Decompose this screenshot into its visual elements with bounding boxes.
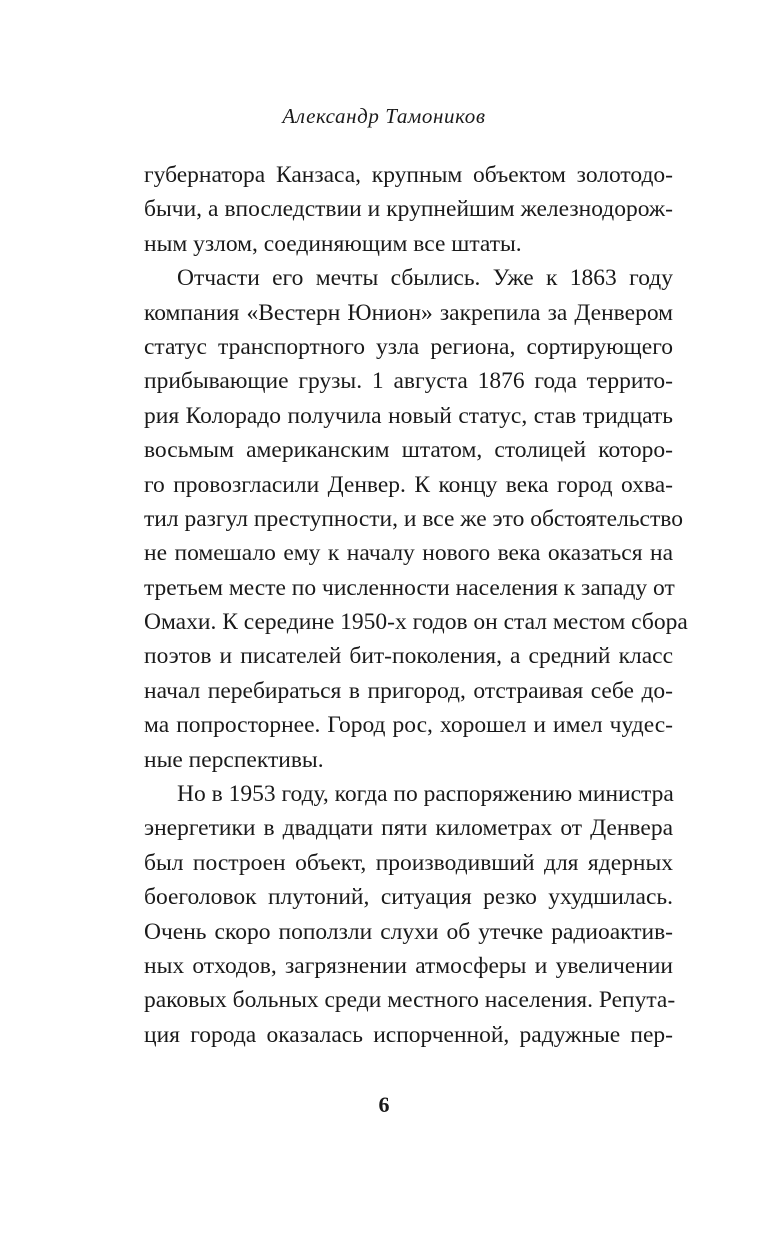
text-line: Очень скоро поползли слухи об утечке радиоактив-: [144, 918, 673, 945]
text-line: не помешало ему к началу нового века оказаться на: [144, 540, 673, 567]
text-line: рия Колорадо получила новый статус, став тридцать: [144, 402, 673, 429]
page-number: 6: [378, 1092, 390, 1117]
text-line: Но в 1953 году, когда по распоряжению министра: [177, 781, 674, 808]
text-line: ным узлом, соединяющим все штаты.: [144, 230, 522, 257]
text-line: Отчасти его мечты сбылись. Уже к 1863 году: [177, 265, 673, 292]
body-text: [144, 158, 688, 1052]
text-line: был построен объект, производивший для ядерных: [144, 849, 673, 876]
text-line: губернатора Канзаса, крупным объектом золотодо-: [144, 162, 673, 188]
text-line: прибывающие грузы. 1 августа 1876 года террито-: [144, 368, 673, 395]
text-line: раковых больных среди местного населения. Репута-: [144, 987, 676, 1014]
text-line: компания «Вестерн Юнион» закрепила за Денвером: [144, 299, 673, 326]
paragraph-2: [144, 261, 688, 777]
text-line: тил разгул преступности, и все же это обстоятельство: [144, 505, 683, 532]
text-line: ные перспективы.: [144, 746, 324, 773]
text-line: восьмым американским штатом, столицей которо-: [144, 437, 673, 464]
text-line: ных отходов, загрязнении атмосферы и увеличении: [144, 952, 673, 979]
paragraph-1: [144, 158, 673, 261]
text-line: ция города оказалась испорченной, радужные пер-: [144, 1021, 673, 1048]
text-line: боеголовок плутоний, ситуация резко ухудшилась.: [144, 884, 673, 911]
text-line: го провозгласили Денвер. К концу века город охва-: [144, 471, 673, 498]
text-line: начал перебираться в пригород, отстраивая себе до-: [144, 677, 673, 704]
text-line: ма попросторнее. Город рос, хорошел и имел чудес-: [144, 712, 673, 739]
text-line: бычи, а впоследствии и крупнейшим железнодорож-: [144, 196, 673, 223]
text-line: энергетики в двадцати пяти километрах от Денвера: [144, 815, 673, 842]
paragraph-3: [144, 777, 676, 1052]
text-line: поэтов и писателей бит-поколения, а средний класс: [144, 643, 673, 670]
text-line: Омахи. К середине 1950-х годов он стал местом сбора: [144, 609, 688, 636]
text-line: статус транспортного узла региона, сортирующего: [144, 333, 673, 360]
running-header-author: Александр Тамоников: [282, 104, 486, 128]
text-line: третьем месте по численности населения к западу от: [144, 574, 675, 601]
